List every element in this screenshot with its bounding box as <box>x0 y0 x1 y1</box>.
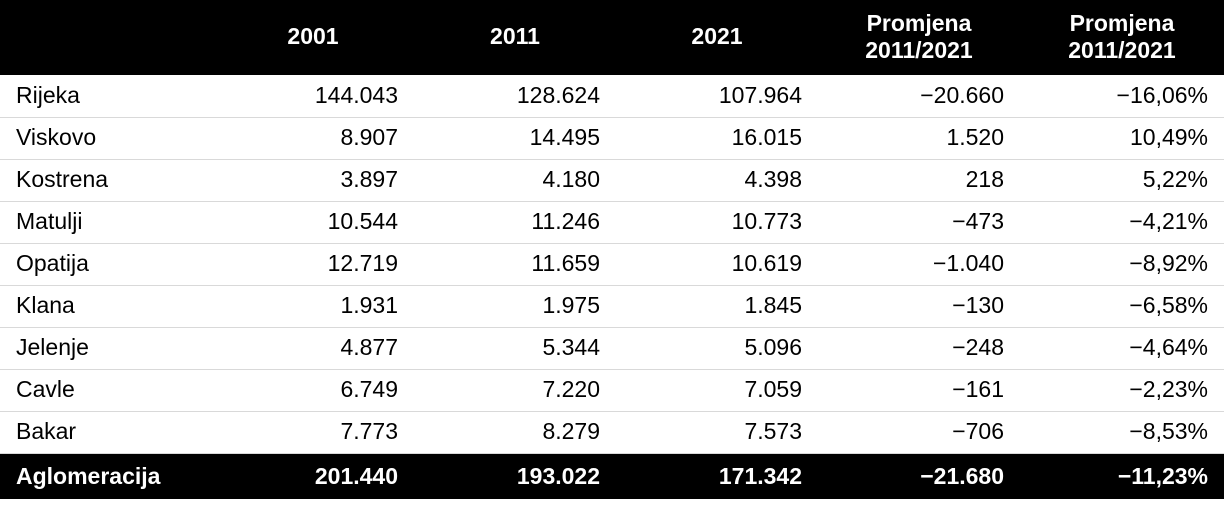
cell-2001: 7.773 <box>212 411 414 453</box>
table-row <box>0 411 1224 453</box>
cell-change: 1.520 <box>818 117 1020 159</box>
table-header-row <box>0 0 1224 75</box>
table-row <box>0 243 1224 285</box>
cell-2001: 4.877 <box>212 327 414 369</box>
header-cell-corner <box>0 0 212 75</box>
cell-2021: 7.573 <box>616 411 818 453</box>
cell-change-percent: −4,64% <box>1020 327 1224 369</box>
row-name: Rijeka <box>0 75 212 117</box>
table-row <box>0 369 1224 411</box>
cell-2021: 10.773 <box>616 201 818 243</box>
table-row <box>0 327 1224 369</box>
row-name: Bakar <box>0 411 212 453</box>
cell-change: −248 <box>818 327 1020 369</box>
header-cell-2011: 2011 <box>490 23 540 50</box>
cell-change: −1.040 <box>818 243 1020 285</box>
cell-change-percent: −8,53% <box>1020 411 1224 453</box>
cell-2001: 12.719 <box>212 243 414 285</box>
row-name: Opatija <box>0 243 212 285</box>
header-cell-change-absolute <box>818 0 1020 75</box>
cell-change: −130 <box>818 285 1020 327</box>
cell-2011: 11.659 <box>414 243 616 285</box>
cell-2021: 1.845 <box>616 285 818 327</box>
table-row <box>0 75 1224 117</box>
total-cell-2011: 193.022 <box>414 453 616 499</box>
row-name: Jelenje <box>0 327 212 369</box>
cell-2011: 11.246 <box>414 201 616 243</box>
cell-change-percent: −16,06% <box>1020 75 1224 117</box>
table-body <box>0 75 1224 499</box>
row-name: Viskovo <box>0 117 212 159</box>
cell-change: −706 <box>818 411 1020 453</box>
cell-2011: 1.975 <box>414 285 616 327</box>
header-change-label-line2: 2011/2021 <box>865 36 973 63</box>
table-header <box>0 0 1224 75</box>
total-cell-2001: 201.440 <box>212 453 414 499</box>
cell-2001: 144.043 <box>212 75 414 117</box>
cell-2011: 4.180 <box>414 159 616 201</box>
cell-2021: 7.059 <box>616 369 818 411</box>
table-row <box>0 117 1224 159</box>
cell-change-percent: −8,92% <box>1020 243 1224 285</box>
cell-2011: 7.220 <box>414 369 616 411</box>
header-change-pct-label-line1: Promjena <box>1069 10 1175 36</box>
cell-2021: 16.015 <box>616 117 818 159</box>
header-cell-change-percent <box>1020 0 1224 75</box>
cell-2001: 3.897 <box>212 159 414 201</box>
cell-2011: 128.624 <box>414 75 616 117</box>
header-cell-2001: 2001 <box>287 23 339 50</box>
cell-2021: 107.964 <box>616 75 818 117</box>
cell-change-percent: 5,22% <box>1020 159 1224 201</box>
row-name: Matulji <box>0 201 212 243</box>
cell-change-percent: −4,21% <box>1020 201 1224 243</box>
table-row <box>0 159 1224 201</box>
cell-change: 218 <box>818 159 1020 201</box>
total-cell-2021: 171.342 <box>616 453 818 499</box>
cell-change: −473 <box>818 201 1020 243</box>
cell-2011: 8.279 <box>414 411 616 453</box>
cell-change-percent: −2,23% <box>1020 369 1224 411</box>
table-row <box>0 285 1224 327</box>
header-cell-2021: 2021 <box>691 23 743 50</box>
cell-2001: 6.749 <box>212 369 414 411</box>
cell-2021: 5.096 <box>616 327 818 369</box>
cell-2011: 5.344 <box>414 327 616 369</box>
cell-change: −20.660 <box>818 75 1020 117</box>
row-name: Kostrena <box>0 159 212 201</box>
cell-2001: 1.931 <box>212 285 414 327</box>
table-row <box>0 201 1224 243</box>
cell-2001: 10.544 <box>212 201 414 243</box>
header-change-label-line1: Promjena <box>866 10 972 36</box>
cell-2021: 10.619 <box>616 243 818 285</box>
total-cell-change: −21.680 <box>818 453 1020 499</box>
cell-change-percent: −6,58% <box>1020 285 1224 327</box>
table-bottom-spacer <box>0 499 1224 521</box>
table-total-row <box>0 453 1224 499</box>
total-cell-change-percent: −11,23% <box>1020 453 1224 499</box>
row-name: Cavle <box>0 369 212 411</box>
cell-change-percent: 10,49% <box>1020 117 1224 159</box>
cell-2021: 4.398 <box>616 159 818 201</box>
header-change-pct-label-line2: 2011/2021 <box>1068 36 1176 63</box>
cell-2011: 14.495 <box>414 117 616 159</box>
cell-change: −161 <box>818 369 1020 411</box>
row-name: Klana <box>0 285 212 327</box>
cell-2001: 8.907 <box>212 117 414 159</box>
total-row-name: Aglomeracija <box>0 453 212 499</box>
